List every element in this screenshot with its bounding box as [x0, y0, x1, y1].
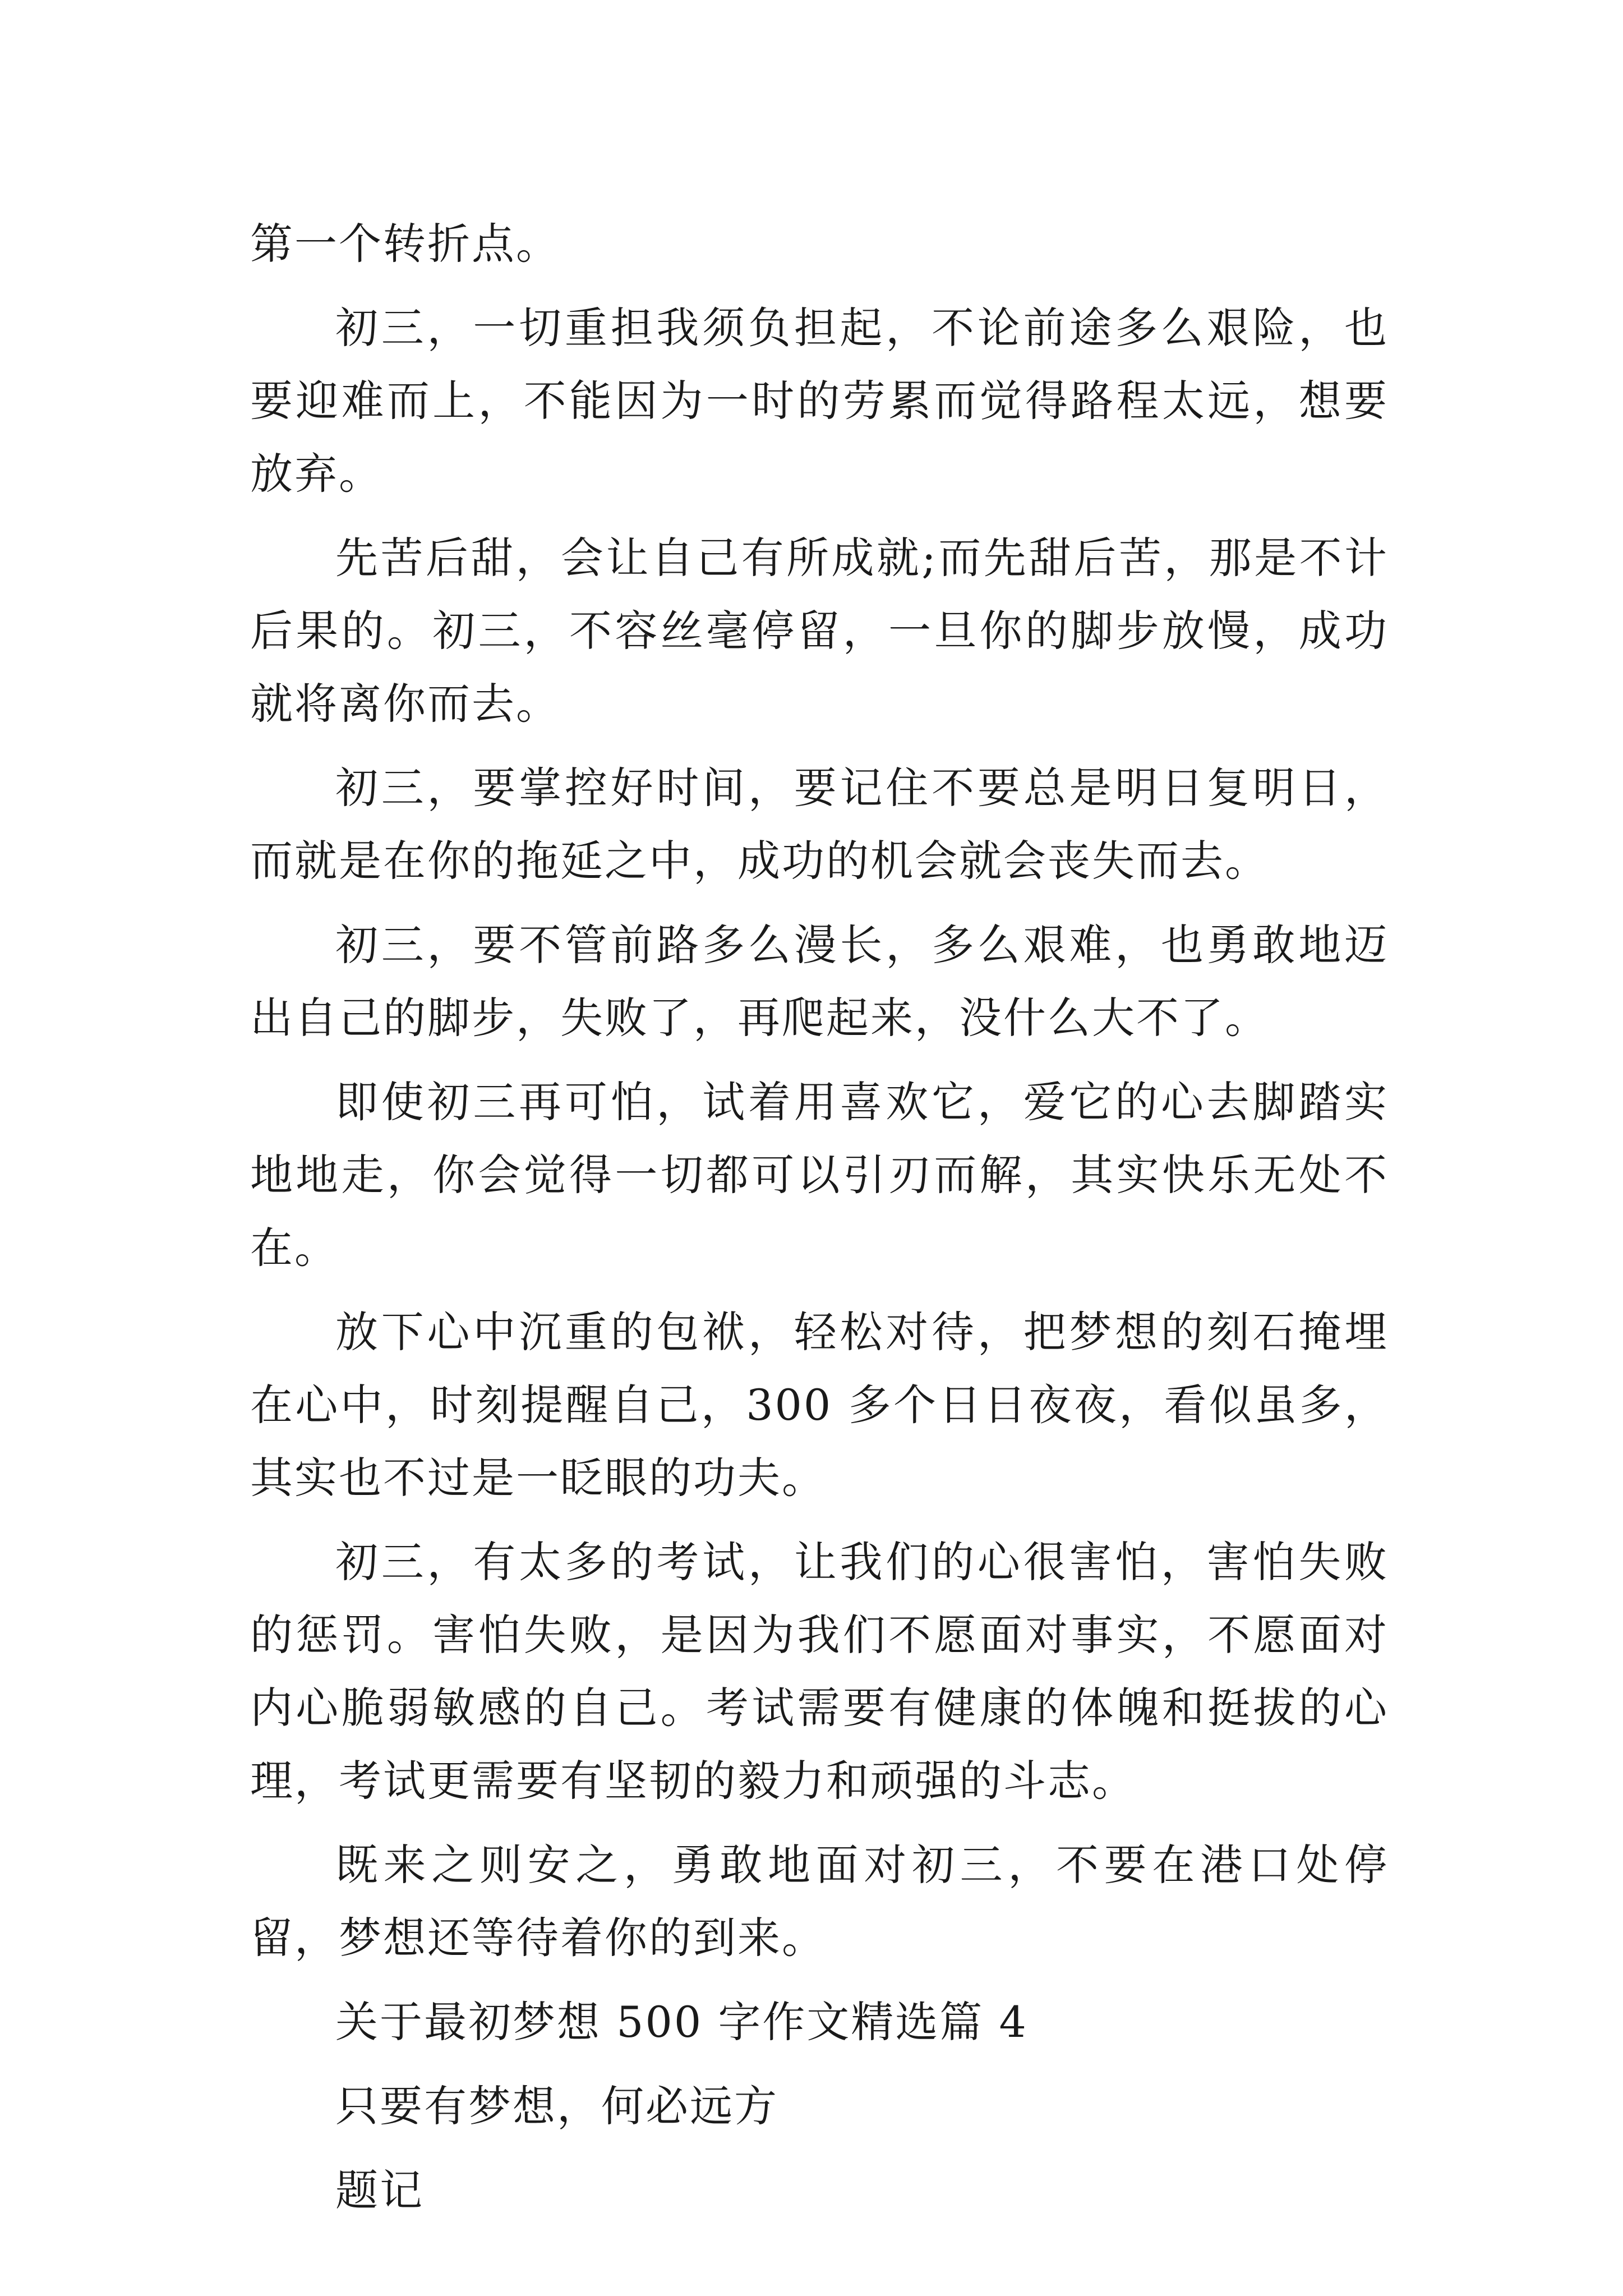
- essay-subtitle: 只要有梦想，何必远方: [335, 2081, 778, 2131]
- paragraph-continued: 第一个转折点。: [250, 219, 560, 269]
- paragraph: 初三，要不管前路多么漫长，多么艰难，也勇敢地迈出自己的脚步，失败了，再爬起来，没什么大不了。: [250, 920, 1389, 1043]
- paragraph: 初三，要掌控好时间，要记住不要总是明日复明日，而就是在你的拖延之中，成功的机会就会丧失而去。: [250, 763, 1389, 886]
- paragraph: 即使初三再可怕，试着用喜欢它，爱它的心去脚踏实地地走，你会觉得一切都可以引刃而解，其实快乐无处不在。: [250, 1077, 1389, 1273]
- paragraph: 初三，有太多的考试，让我们的心很害怕，害怕失败的惩罚。害怕失败，是因为我们不愿面对事实，不愿面对内心脆弱敏感的自己。考试需要有健康的体魄和挺拔的心理，考试更需要有坚韧的毅力和顽强的斗志。: [250, 1537, 1389, 1806]
- epigraph-label: 题记: [335, 2165, 424, 2215]
- section-title: 关于最初梦想 500 字作文精选篇 4: [335, 1997, 1028, 2047]
- paragraph: 放下心中沉重的包袱，轻松对待，把梦想的刻石掩埋在心中，时刻提醒自己，300 多个日日夜夜，看似虽多，其实也不过是一眨眼的功夫。: [250, 1307, 1389, 1503]
- paragraph: 初三，一切重担我须负担起，不论前途多么艰险，也要迎难而上，不能因为一时的劳累而觉得路程太远，想要放弃。: [250, 303, 1389, 499]
- paragraph: 先苦后甜，会让自己有所成就;而先甜后苦，那是不计后果的。初三，不容丝毫停留，一旦你的脚步放慢，成功就将离你而去。: [250, 533, 1389, 729]
- document-body: [250, 208, 1389, 2238]
- paragraph: 既来之则安之，勇敢地面对初三，不要在港口处停留，梦想还等待着你的到来。: [250, 1840, 1389, 1963]
